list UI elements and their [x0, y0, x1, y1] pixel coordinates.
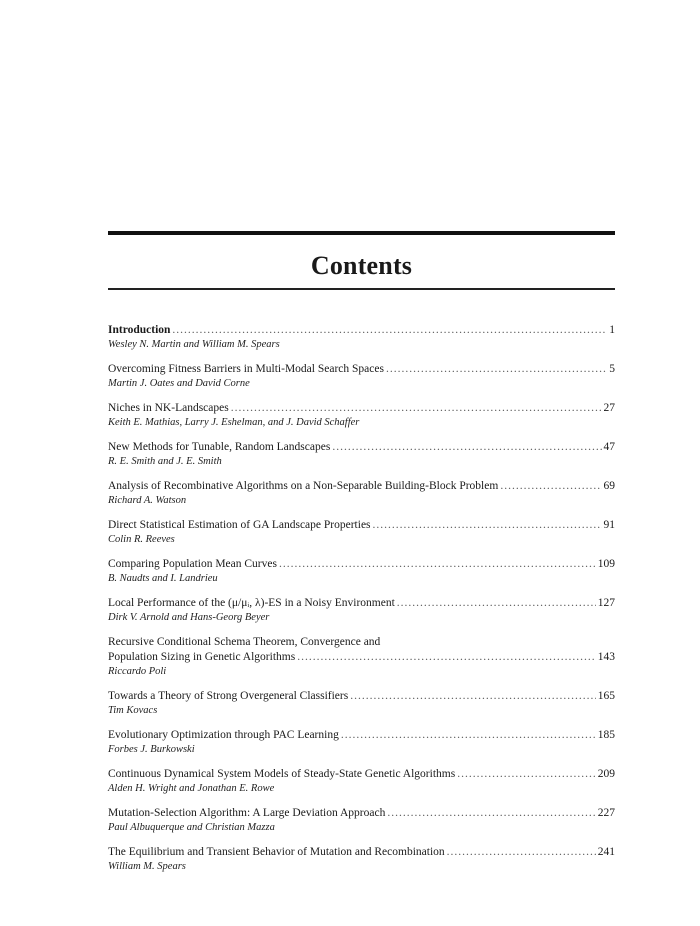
toc-entry[interactable]	[108, 845, 615, 873]
leader-dots	[231, 401, 602, 416]
page-number: 185	[597, 728, 615, 741]
chapter-authors: Paul Albuquerque and Christian Mazza	[108, 821, 275, 833]
toc-entry[interactable]	[108, 362, 615, 390]
chapter-authors: R. E. Smith and J. E. Smith	[108, 455, 222, 467]
toc-entry-line[interactable]	[108, 596, 615, 611]
chapter-authors: Dirk V. Arnold and Hans-Georg Beyer	[108, 611, 270, 623]
chapter-title[interactable]: Overcoming Fitness Barriers in Multi-Modal Search Spaces	[108, 362, 384, 375]
chapter-authors: Richard A. Watson	[108, 494, 187, 506]
page-number: 1	[609, 323, 615, 336]
chapter-authors: Martin J. Oates and David Corne	[108, 377, 250, 389]
chapter-title[interactable]: Niches in NK-Landscapes	[108, 401, 229, 414]
toc-entry[interactable]	[108, 323, 615, 351]
chapter-title[interactable]: Comparing Population Mean Curves	[108, 557, 277, 570]
chapter-title[interactable]: Continuous Dynamical System Models of Steady-State Genetic Algorithms	[108, 767, 456, 780]
toc-entry-line[interactable]	[108, 479, 615, 494]
toc-entry[interactable]	[108, 479, 615, 507]
toc-entry-line[interactable]	[108, 362, 615, 377]
toc-entry[interactable]	[108, 806, 615, 834]
chapter-title[interactable]: The Equilibrium and Transient Behavior of Mutation and Recombination	[108, 845, 445, 858]
chapter-title[interactable]: Direct Statistical Estimation of GA Landscape Properties	[108, 518, 371, 531]
leader-dots	[447, 845, 596, 860]
chapter-title-first-line[interactable]: Recursive Conditional Schema Theorem, Convergence and	[108, 635, 381, 648]
leader-dots	[386, 362, 607, 377]
page-number: 241	[597, 845, 615, 858]
page-number: 127	[597, 596, 615, 609]
leader-dots	[457, 767, 596, 782]
chapter-title[interactable]: Towards a Theory of Strong Overgeneral Classifiers	[108, 689, 349, 702]
page-number: 69	[603, 479, 615, 492]
toc-entry-line[interactable]	[108, 728, 615, 743]
leader-dots	[297, 650, 596, 665]
toc-entry-line[interactable]	[108, 806, 615, 821]
leader-dots	[500, 479, 601, 494]
chapter-authors: Riccardo Poli	[108, 665, 167, 677]
toc-entry-line[interactable]	[108, 767, 615, 782]
toc-entry[interactable]	[108, 635, 615, 678]
page-number: 5	[609, 362, 615, 375]
page-number: 165	[597, 689, 615, 702]
chapter-authors: Wesley N. Martin and William M. Spears	[108, 338, 280, 350]
chapter-authors: B. Naudts and I. Landrieu	[108, 572, 218, 584]
toc-entry[interactable]	[108, 596, 615, 624]
toc-entry-line[interactable]	[108, 689, 615, 704]
toc-entry-line[interactable]	[108, 650, 615, 665]
page-number: 91	[603, 518, 615, 531]
chapter-authors: William M. Spears	[108, 860, 186, 872]
chapter-authors: Alden H. Wright and Jonathan E. Rowe	[108, 782, 275, 794]
page-title: Contents	[310, 251, 413, 280]
toc-entry[interactable]	[108, 767, 615, 795]
toc-entry-line[interactable]	[108, 323, 615, 338]
chapter-title[interactable]: Population Sizing in Genetic Algorithms	[108, 650, 296, 663]
page-number: 47	[603, 440, 615, 453]
toc-entry[interactable]	[108, 728, 615, 756]
leader-dots	[387, 806, 595, 821]
top-rule	[108, 231, 615, 235]
toc-entry[interactable]	[108, 440, 615, 468]
leader-dots	[332, 440, 601, 455]
toc-entry-line[interactable]	[108, 440, 615, 455]
page-number: 227	[597, 806, 615, 819]
chapter-title[interactable]: Local Performance of the (μ/μᵢ, λ)-ES in a Noisy Environment	[108, 596, 395, 609]
leader-dots	[373, 518, 602, 533]
leader-dots	[279, 557, 596, 572]
chapter-authors: Tim Kovacs	[108, 704, 158, 716]
chapter-title[interactable]: New Methods for Tunable, Random Landscapes	[108, 440, 331, 453]
toc-entry[interactable]	[108, 401, 615, 429]
chapter-title[interactable]: Mutation-Selection Algorithm: A Large Deviation Approach	[108, 806, 386, 819]
chapter-title[interactable]: Evolutionary Optimization through PAC Learning	[108, 728, 339, 741]
leader-dots	[350, 689, 596, 704]
page-number: 27	[603, 401, 615, 414]
leader-dots	[172, 323, 607, 338]
table-of-contents	[108, 323, 615, 873]
toc-entry-line[interactable]	[108, 401, 615, 416]
toc-entry[interactable]	[108, 518, 615, 546]
leader-dots	[397, 596, 596, 611]
toc-entry[interactable]	[108, 689, 615, 717]
chapter-authors: Keith E. Mathias, Larry J. Eshelman, and J. David Schaffer	[108, 416, 360, 428]
page-number: 109	[597, 557, 615, 570]
toc-entry[interactable]	[108, 557, 615, 585]
page-number: 143	[597, 650, 615, 663]
leader-dots	[341, 728, 596, 743]
chapter-authors: Colin R. Reeves	[108, 533, 175, 545]
title-underline-rule	[108, 288, 615, 290]
chapter-title[interactable]: Introduction	[108, 323, 171, 336]
toc-entry-line[interactable]	[108, 557, 615, 572]
contents-page	[108, 231, 615, 884]
toc-entry-line[interactable]	[108, 518, 615, 533]
toc-entry-line[interactable]	[108, 845, 615, 860]
chapter-title[interactable]: Analysis of Recombinative Algorithms on a Non-Separable Building-Block Problem	[108, 479, 499, 492]
page-number: 209	[597, 767, 615, 780]
chapter-authors: Forbes J. Burkowski	[108, 743, 195, 755]
